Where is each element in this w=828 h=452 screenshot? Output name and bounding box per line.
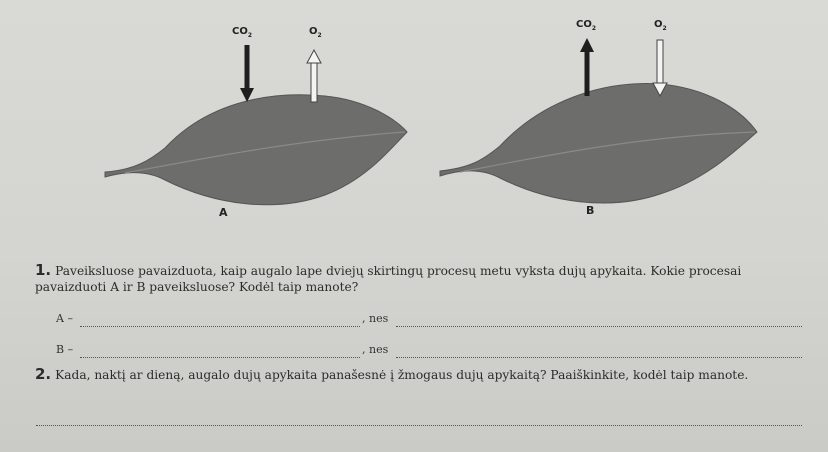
- answer-a-process-line[interactable]: [80, 326, 360, 327]
- figure-a: [95, 10, 415, 225]
- leaf-a-illustration: [95, 10, 415, 225]
- answer-b-process-line[interactable]: [80, 357, 360, 358]
- answer-2-line[interactable]: [36, 425, 802, 426]
- o2-label-b: $O_2$: [654, 19, 667, 32]
- answer-b-connector: , nes: [362, 343, 389, 356]
- answer-b-label: B –: [56, 343, 74, 356]
- question-1: [35, 262, 810, 295]
- figure-b-label: B: [586, 204, 595, 217]
- answer-a-label: A –: [56, 312, 73, 325]
- question-2-number: 2.: [35, 365, 52, 383]
- figure-a-label: A: [219, 206, 228, 219]
- answer-b-reason-line[interactable]: [396, 357, 802, 358]
- figure-b: [435, 8, 765, 225]
- co2-arrow-head-b: [580, 38, 594, 52]
- o2-arrow-head-a: [307, 50, 321, 63]
- o2-arrow-b: [657, 40, 663, 84]
- answer-row-a: [56, 312, 806, 330]
- leaf-b-illustration: [435, 8, 765, 225]
- co2-label-b: $CO_2$: [576, 19, 597, 32]
- question-2-text: Kada, naktį ar dieną, augalo dujų apykaita panašesnė į žmogaus dujų apykaitą? Paaiškinkite, kodėl taip manote.: [55, 368, 749, 382]
- co2-label-a: $CO_2$: [232, 26, 253, 39]
- o2-arrow-a: [311, 62, 317, 102]
- answer-a-reason-line[interactable]: [396, 326, 802, 327]
- answer-a-connector: , nes: [362, 312, 389, 325]
- o2-label-a: $O_2$: [309, 26, 322, 39]
- question-2: [35, 366, 810, 383]
- question-1-number: 1.: [35, 261, 52, 279]
- leaf-b-shape: [440, 84, 757, 203]
- question-1-text: Paveiksluose pavaizduota, kaip augalo lape dviejų skirtingų procesų metu vyksta dujų apykaita. Kokie procesai pavaizduoti A ir B paveiksluose? Kodėl taip manote?: [35, 264, 742, 294]
- answer-row-b: [56, 343, 806, 361]
